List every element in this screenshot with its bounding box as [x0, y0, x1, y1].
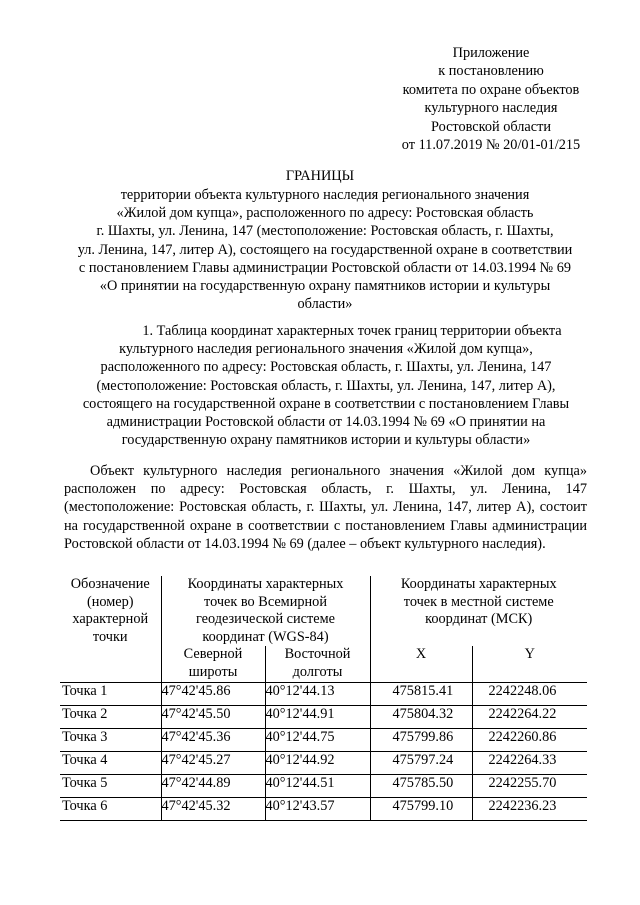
appendix-line: Ростовской области	[430, 118, 552, 135]
section-line: культурного наследия регионального значения «Жилой дом купца»,	[119, 341, 533, 358]
cell-lat: 47°42'44.89	[161, 775, 265, 798]
appendix-line: комитета по охране объектов	[402, 81, 580, 98]
appendix-block	[385, 44, 597, 154]
cell-x: 475785.50	[370, 775, 472, 798]
cell-lat: 47°42'45.36	[161, 729, 265, 752]
header-text: характерной	[72, 611, 149, 627]
cell-point: Точка 4	[60, 752, 161, 775]
cell-y: 2242260.86	[472, 729, 587, 752]
cell-lon: 40°12'44.75	[265, 729, 370, 752]
subheader-text: широты	[188, 663, 238, 680]
cell-lat: 47°42'45.86	[161, 683, 265, 706]
subheader-y: Y	[472, 646, 587, 683]
section-heading	[64, 322, 588, 449]
document-subtitle	[62, 186, 588, 313]
cell-y: 2242264.33	[472, 752, 587, 775]
appendix-line: Приложение	[452, 45, 530, 61]
header-text: (номер)	[86, 593, 134, 610]
subheader-lat	[161, 646, 265, 683]
section-line: расположенного по адресу: Ростовская область, г. Шахты, ул. Ленина, 147	[100, 359, 552, 376]
cell-point: Точка 1	[60, 683, 161, 706]
cell-lon: 40°12'44.91	[265, 706, 370, 729]
document-title: ГРАНИЦЫ	[285, 168, 355, 184]
header-text: геодезической системе	[195, 611, 335, 627]
section-line: состоящего на государственной охране в соответствии с постановлением Главы	[82, 395, 570, 412]
object-description-paragraph: Объект культурного наследия регионального значения «Жилой дом купца» расположен по адресу: Ростовская область, г. Шахты, ул. Ленина, 147 (местоположение: Ростовская область, г. Шахты, ул. Ленина, 147, литер А), состоит на государственной охране в соответствии с постановлением Главы администрации Ростовской области от 14.03.1994 № 69 (далее – объект культурного наследия).	[64, 463, 587, 552]
header-text: точки	[92, 628, 128, 645]
cell-x: 475804.32	[370, 706, 472, 729]
cell-y: 2242236.23	[472, 798, 587, 821]
cell-lat: 47°42'45.50	[161, 706, 265, 729]
table-row	[60, 706, 587, 729]
header-text: Координаты характерных	[187, 576, 344, 592]
header-text: точек во Всемирной	[204, 593, 327, 610]
subheader-text: Восточной	[284, 646, 351, 662]
subheader-x: X	[370, 646, 472, 683]
coordinates-table	[60, 576, 587, 821]
section-line: государственную охрану памятников истории и культуры области»	[121, 432, 531, 449]
cell-x: 475797.24	[370, 752, 472, 775]
table-header-row	[60, 576, 587, 646]
appendix-line: к постановлению	[438, 63, 544, 80]
cell-y: 2242248.06	[472, 683, 587, 706]
cell-x: 475815.41	[370, 683, 472, 706]
section-line: администрации Ростовской области от 14.03.1994 № 69 «О принятии на	[106, 414, 546, 431]
subtitle-line: территории объекта культурного наследия регионального значения	[120, 187, 530, 203]
section-line: (местоположение: Ростовская область, г. Шахты, ул. Ленина, 147, литер А),	[96, 377, 556, 394]
appendix-date-line: от 11.07.2019 № 20/01-01/215	[401, 137, 581, 154]
subtitle-line: г. Шахты, ул. Ленина, 147 (местоположение: Ростовская область, г. Шахты,	[96, 223, 554, 240]
cell-x: 475799.10	[370, 798, 472, 821]
header-text: координат (МСК)	[425, 611, 533, 627]
cell-lon: 40°12'44.13	[265, 683, 370, 706]
cell-lon: 40°12'44.92	[265, 752, 370, 775]
table-row	[60, 683, 587, 706]
table-row	[60, 752, 587, 775]
subheader-text: долготы	[292, 663, 343, 680]
header-text: координат (WGS-84)	[202, 628, 329, 645]
cell-point: Точка 6	[60, 798, 161, 821]
cell-point: Точка 2	[60, 706, 161, 729]
subheader-text: Северной	[183, 646, 243, 662]
header-wgs	[161, 576, 370, 646]
subtitle-line: «Жилой дом купца», расположенного по адресу: Ростовская область	[116, 205, 534, 222]
section-line-text: 1. Таблица координат характерных точек границ территории объекта	[142, 323, 562, 339]
cell-point: Точка 5	[60, 775, 161, 798]
subtitle-line: «О принятии на государственную охрану памятников истории и культуры	[99, 278, 551, 295]
appendix-line: культурного наследия	[424, 100, 558, 117]
cell-lat: 47°42'45.27	[161, 752, 265, 775]
header-text: Обозначение	[70, 576, 150, 592]
table-row	[60, 798, 587, 821]
header-text: Координаты характерных	[400, 576, 557, 592]
table-row	[60, 775, 587, 798]
header-msk	[370, 576, 587, 646]
header-designation	[60, 576, 161, 683]
table-row	[60, 729, 587, 752]
cell-lat: 47°42'45.32	[161, 798, 265, 821]
subtitle-line: ул. Ленина, 147, литер А), состоящего на государственной охране в соответствии	[77, 241, 573, 258]
section-line	[64, 322, 588, 340]
cell-lon: 40°12'43.57	[265, 798, 370, 821]
cell-y: 2242264.22	[472, 706, 587, 729]
subheader-lon	[265, 646, 370, 683]
cell-lon: 40°12'44.51	[265, 775, 370, 798]
cell-x: 475799.86	[370, 729, 472, 752]
subtitle-line: области»	[297, 296, 353, 313]
header-text: точек в местной системе	[403, 593, 554, 610]
cell-point: Точка 3	[60, 729, 161, 752]
cell-y: 2242255.70	[472, 775, 587, 798]
subtitle-line: с постановлением Главы администрации Ростовской области от 14.03.1994 № 69	[78, 259, 572, 276]
